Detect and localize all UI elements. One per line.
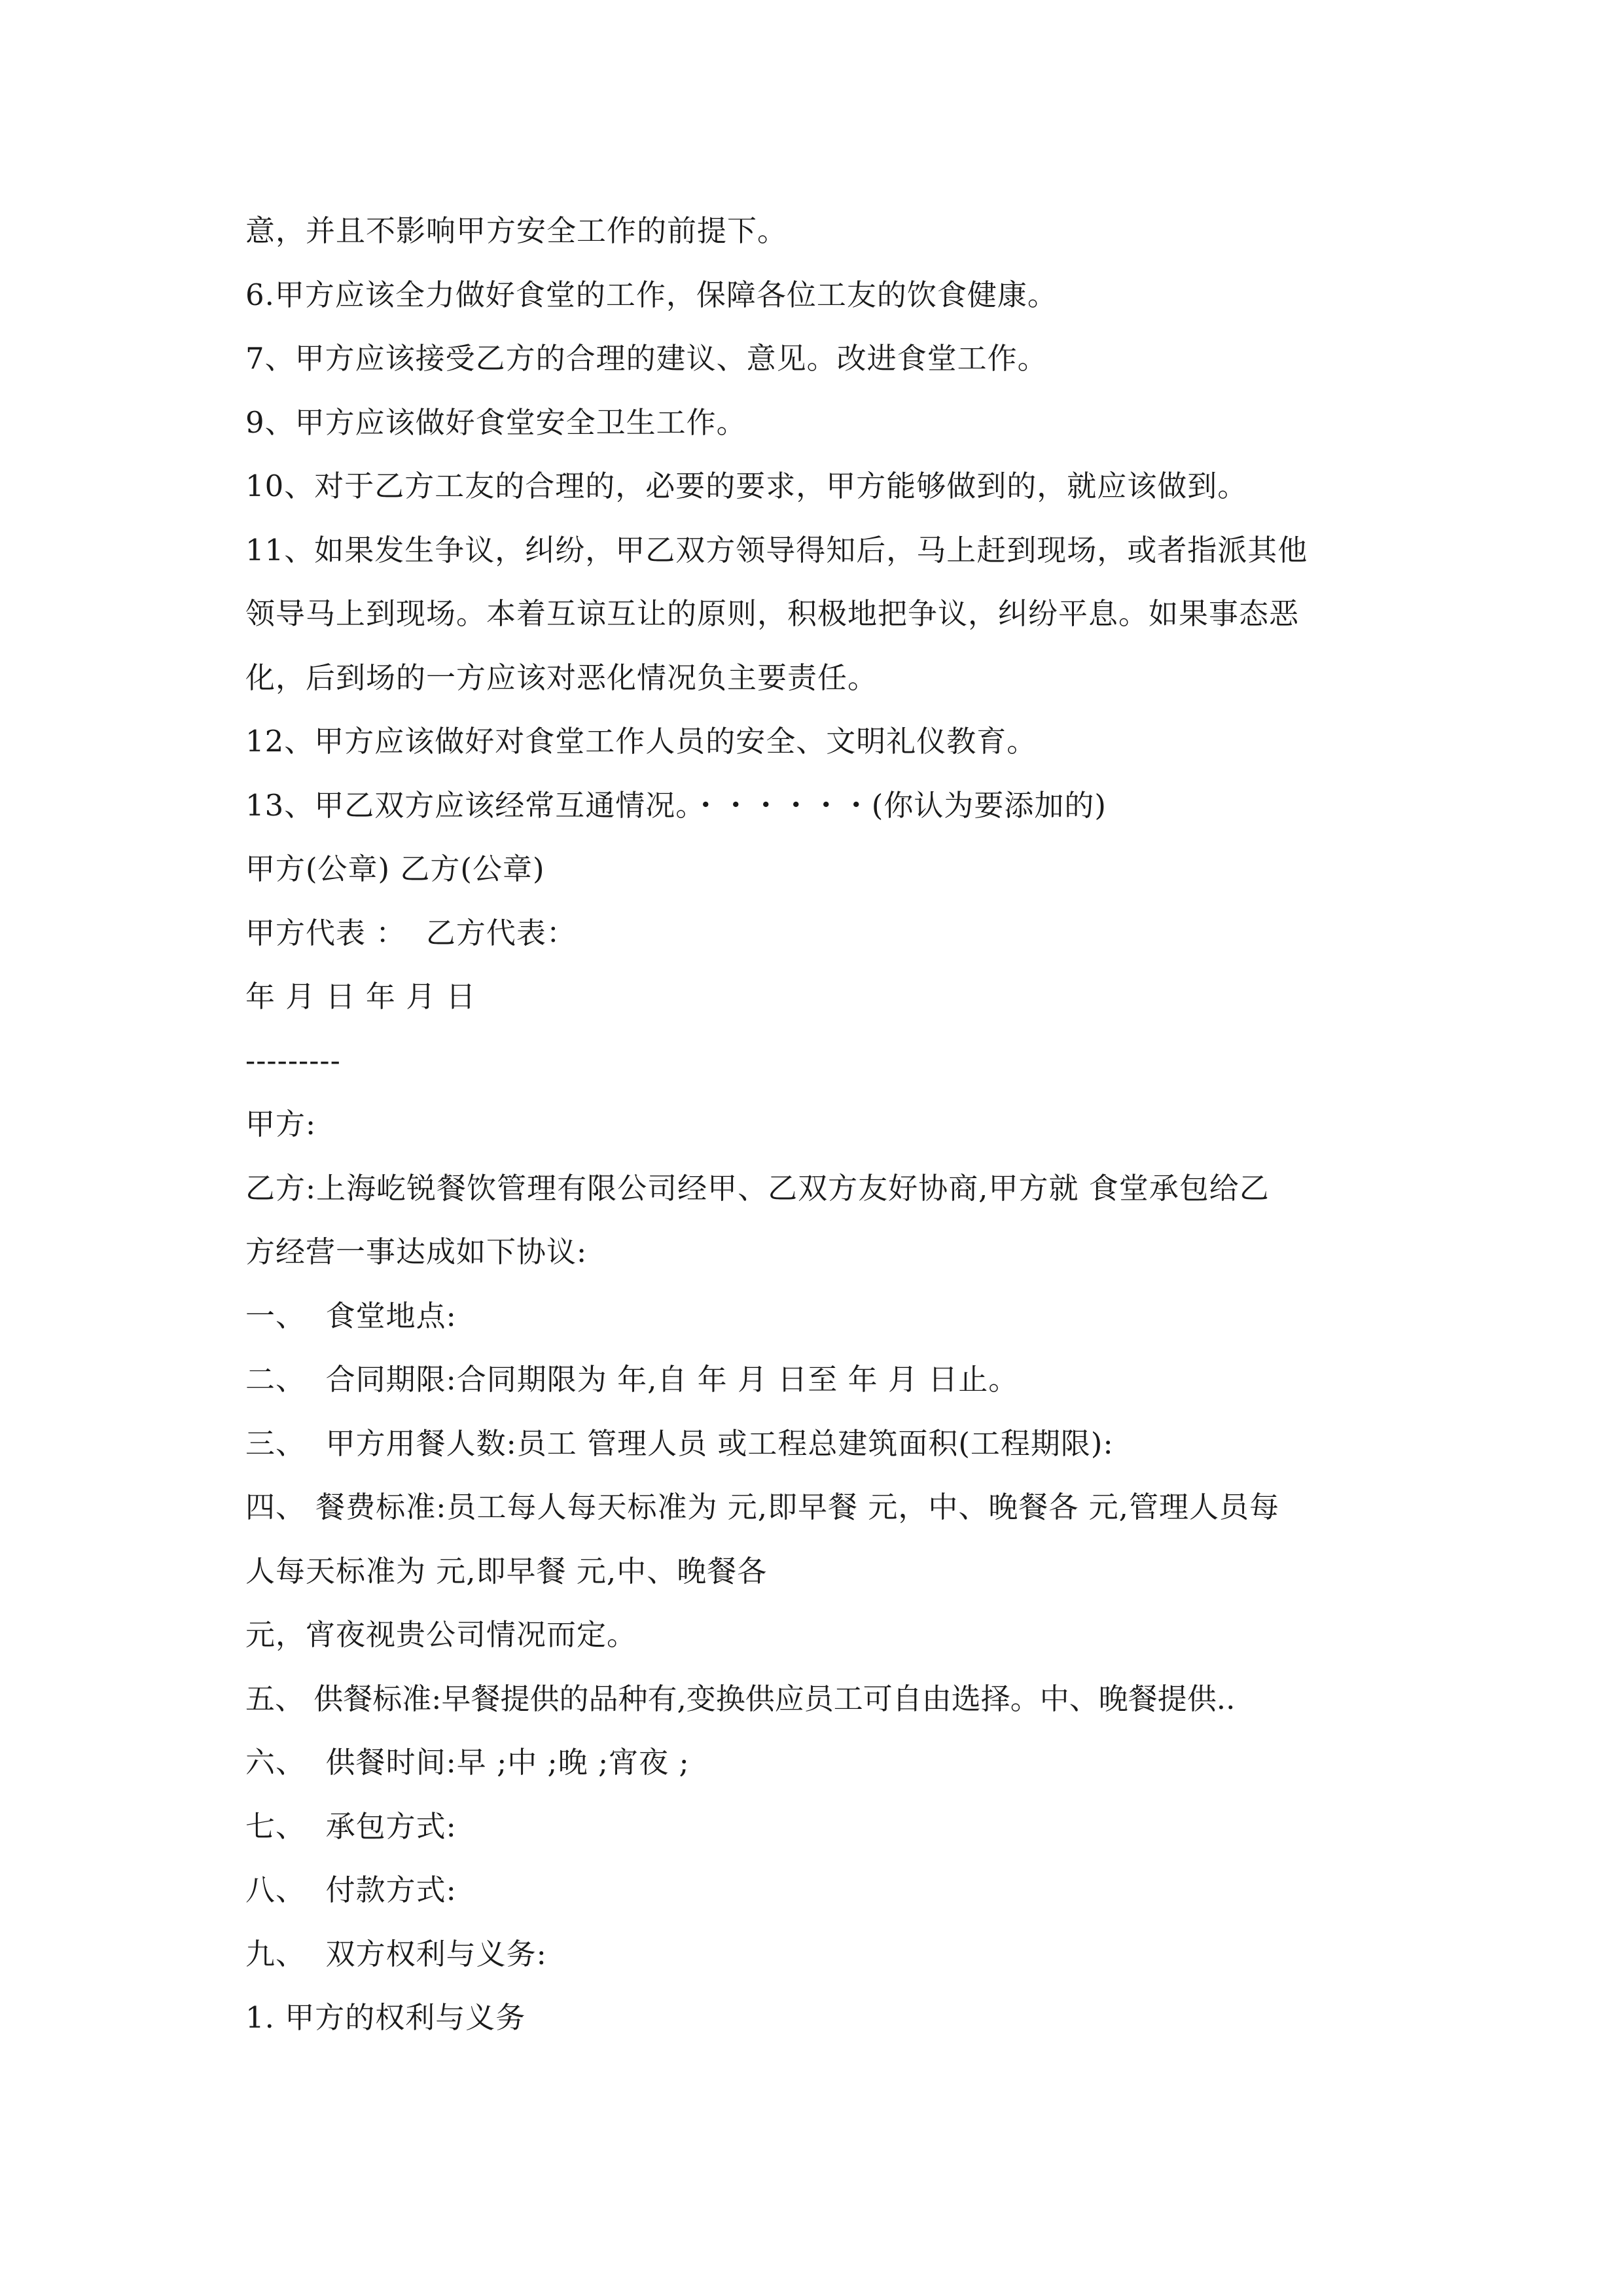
text-line: 人每天标准为 元,即早餐 元,中、晚餐各	[245, 1553, 768, 1588]
clause-line: 九、 双方权利与义务:	[245, 1936, 547, 1971]
clause-line: 三、 甲方用餐人数:员工 管理人员 或工程总建筑面积(工程期限):	[245, 1426, 1114, 1461]
separator-line: ---------	[245, 1043, 341, 1078]
party-a-line: 甲方:	[245, 1107, 317, 1141]
text-line: 7、甲方应该接受乙方的合理的建议、意见。改进食堂工作。	[245, 341, 1048, 376]
text-line: 意，并且不影响甲方安全工作的前提下。	[245, 213, 788, 248]
clause-line: 六、 供餐时间:早 ;中 ;晚 ;宵夜 ;	[245, 1745, 690, 1780]
text-line: 11、如果发生争议，纠纷，甲乙双方领导得知后，马上赶到现场，或者指派其他	[245, 532, 1308, 567]
clause-line: 一、 食堂地点:	[245, 1298, 457, 1333]
text-line: 9、甲方应该做好食堂安全卫生工作。	[245, 404, 747, 440]
clause-line: 五、 供餐标准:早餐提供的品种有,变换供应员工可自由选择。中、晚餐提供..	[245, 1681, 1236, 1716]
text-line: 10、对于乙方工友的合理的，必要的要求，甲方能够做到的，就应该做到。	[245, 469, 1248, 503]
clause-line: 八、 付款方式:	[245, 1873, 457, 1907]
clause-line: 四、 餐费标准:员工每人每天标准为 元,即早餐 元，中、晚餐各 元,管理人员每	[245, 1490, 1279, 1524]
clause-line: 二、 合同期限:合同期限为 年,自 年 月 日至 年 月 日止。	[245, 1362, 1019, 1397]
party-b-line: 乙方:上海屹锐餐饮管理有限公司经甲、乙双方友好协商,甲方就 食堂承包给乙	[245, 1170, 1270, 1206]
text-line: 化，后到场的一方应该对恶化情况负主要责任。	[245, 660, 878, 695]
text-line: 12、甲方应该做好对食堂工作人员的安全、文明礼仪教育。	[245, 724, 1037, 759]
document-body	[245, 199, 1381, 2050]
text-line: 13、甲乙双方应该经常互通情况。・・・・・・(你认为要添加的)	[245, 787, 1107, 823]
text-line: 方经营一事达成如下协议:	[245, 1234, 588, 1269]
representative-line: 甲方代表 ： 乙方代表：	[245, 915, 577, 950]
date-line: 年 月 日 年 月 日	[245, 979, 476, 1014]
subclause-line: 1. 甲方的权利与义务	[245, 2000, 526, 2035]
text-line: 6.甲方应该全力做好食堂的工作，保障各位工友的饮食健康。	[245, 277, 1058, 312]
clause-line: 七、 承包方式:	[245, 1808, 457, 1844]
text-line: 元，宵夜视贵公司情况而定。	[245, 1617, 637, 1652]
text-line: 领导马上到现场。本着互谅互让的原则，积极地把争议，纠纷平息。如果事态恶	[245, 596, 1300, 631]
signature-line: 甲方(公章) 乙方(公章)	[245, 852, 545, 886]
